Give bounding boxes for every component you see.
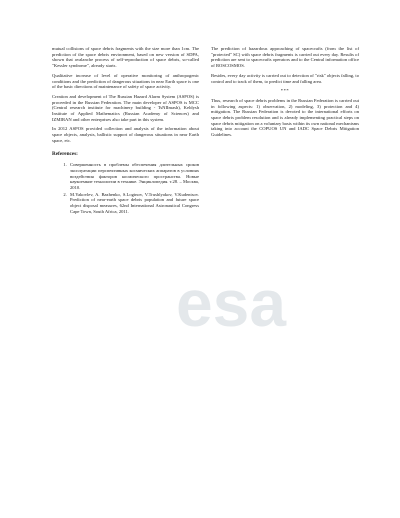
conclusion-paragraph: Thus, research of space debris problems in the Russian Federation is carried out in following aspects: 1) observation, 2) modeling, 3) protection and 4) mitigation. The Russian Federation is devoted to the international efforts on space debris problem resolution and is already implementing practical steps on space debris mitigation on a voluntary basis within its own national mechanisms taking into account the COPUOS UN and IADC Space Debris Mitigation Guidelines. bbox=[211, 97, 359, 138]
section-separator: *** bbox=[280, 88, 290, 94]
watermark-text: esa bbox=[175, 268, 287, 338]
paragraph: Qualitative increase of level of operative monitoring of anthropogenic conditions and the prediction of dangerous situations in near Earth space is one of the basic directions of maintenance of safety of space activity. bbox=[52, 72, 199, 90]
reference-item: 2. M.Yakovlev, A. Bazhenko, S.Loginov, V.Trushlyakov, V.Kudentsov. Prediction of near-earth space debris population and future space object disposal measures, 62nd International Astronautical Congress Cape Town, South Africa, 2011. bbox=[68, 192, 199, 215]
references-list bbox=[52, 162, 199, 214]
reference-item: 1. Совершенность в проблемы обеспечения длительных сроков эксплуатации перспективных космических аппаратов в условиях воздействия факторов космического пространства. Новые наукоемкие технологии в технике. Энциклопедия. т.28. – Москва, 2010. bbox=[68, 162, 199, 191]
paragraph: In 2012 ASPOS provided collection and analysis of the information about space objects, analysis, ballistic support of dangerous situations in near Earth space, etc. bbox=[52, 126, 199, 143]
paragraph: The prediction of hazardous approaching of spacecrafts (from the list of "protected" SC) with space debris fragments is carried out every day. Results of prediction are sent to spacecrafts operators and to the Central information office of ROSCOSMOS. bbox=[211, 46, 359, 69]
paragraph: mutual collisions of space debris fragments with the size more than 1cm. The prediction of the space debris environment, based on new version of SDPA, shown that avalanche process of self-reproduction of space debris, so-called "Kessler syndrome", already starts. bbox=[52, 46, 199, 69]
paragraph: Creation and development of The Russian Hazard Alarm System (ASPOS) is proceeded in the Russian Federation. The main developer of ASPOS is MCC (Central research institute for machinery building - TsNIImash), Keldysh Institute of Applied Mathematics (Russian Academy of Sciences) and IZMIRAN and other enterprises also take part in this system. bbox=[52, 93, 199, 122]
right-column bbox=[211, 46, 359, 142]
references-heading: References: bbox=[52, 150, 78, 157]
esa-watermark-logo bbox=[172, 268, 290, 338]
paragraph: Besides, every day activity is carried out to detection of "risk" objects falling, to control and to track of them, to predict time and falling area. bbox=[211, 72, 359, 84]
left-column bbox=[52, 46, 199, 216]
